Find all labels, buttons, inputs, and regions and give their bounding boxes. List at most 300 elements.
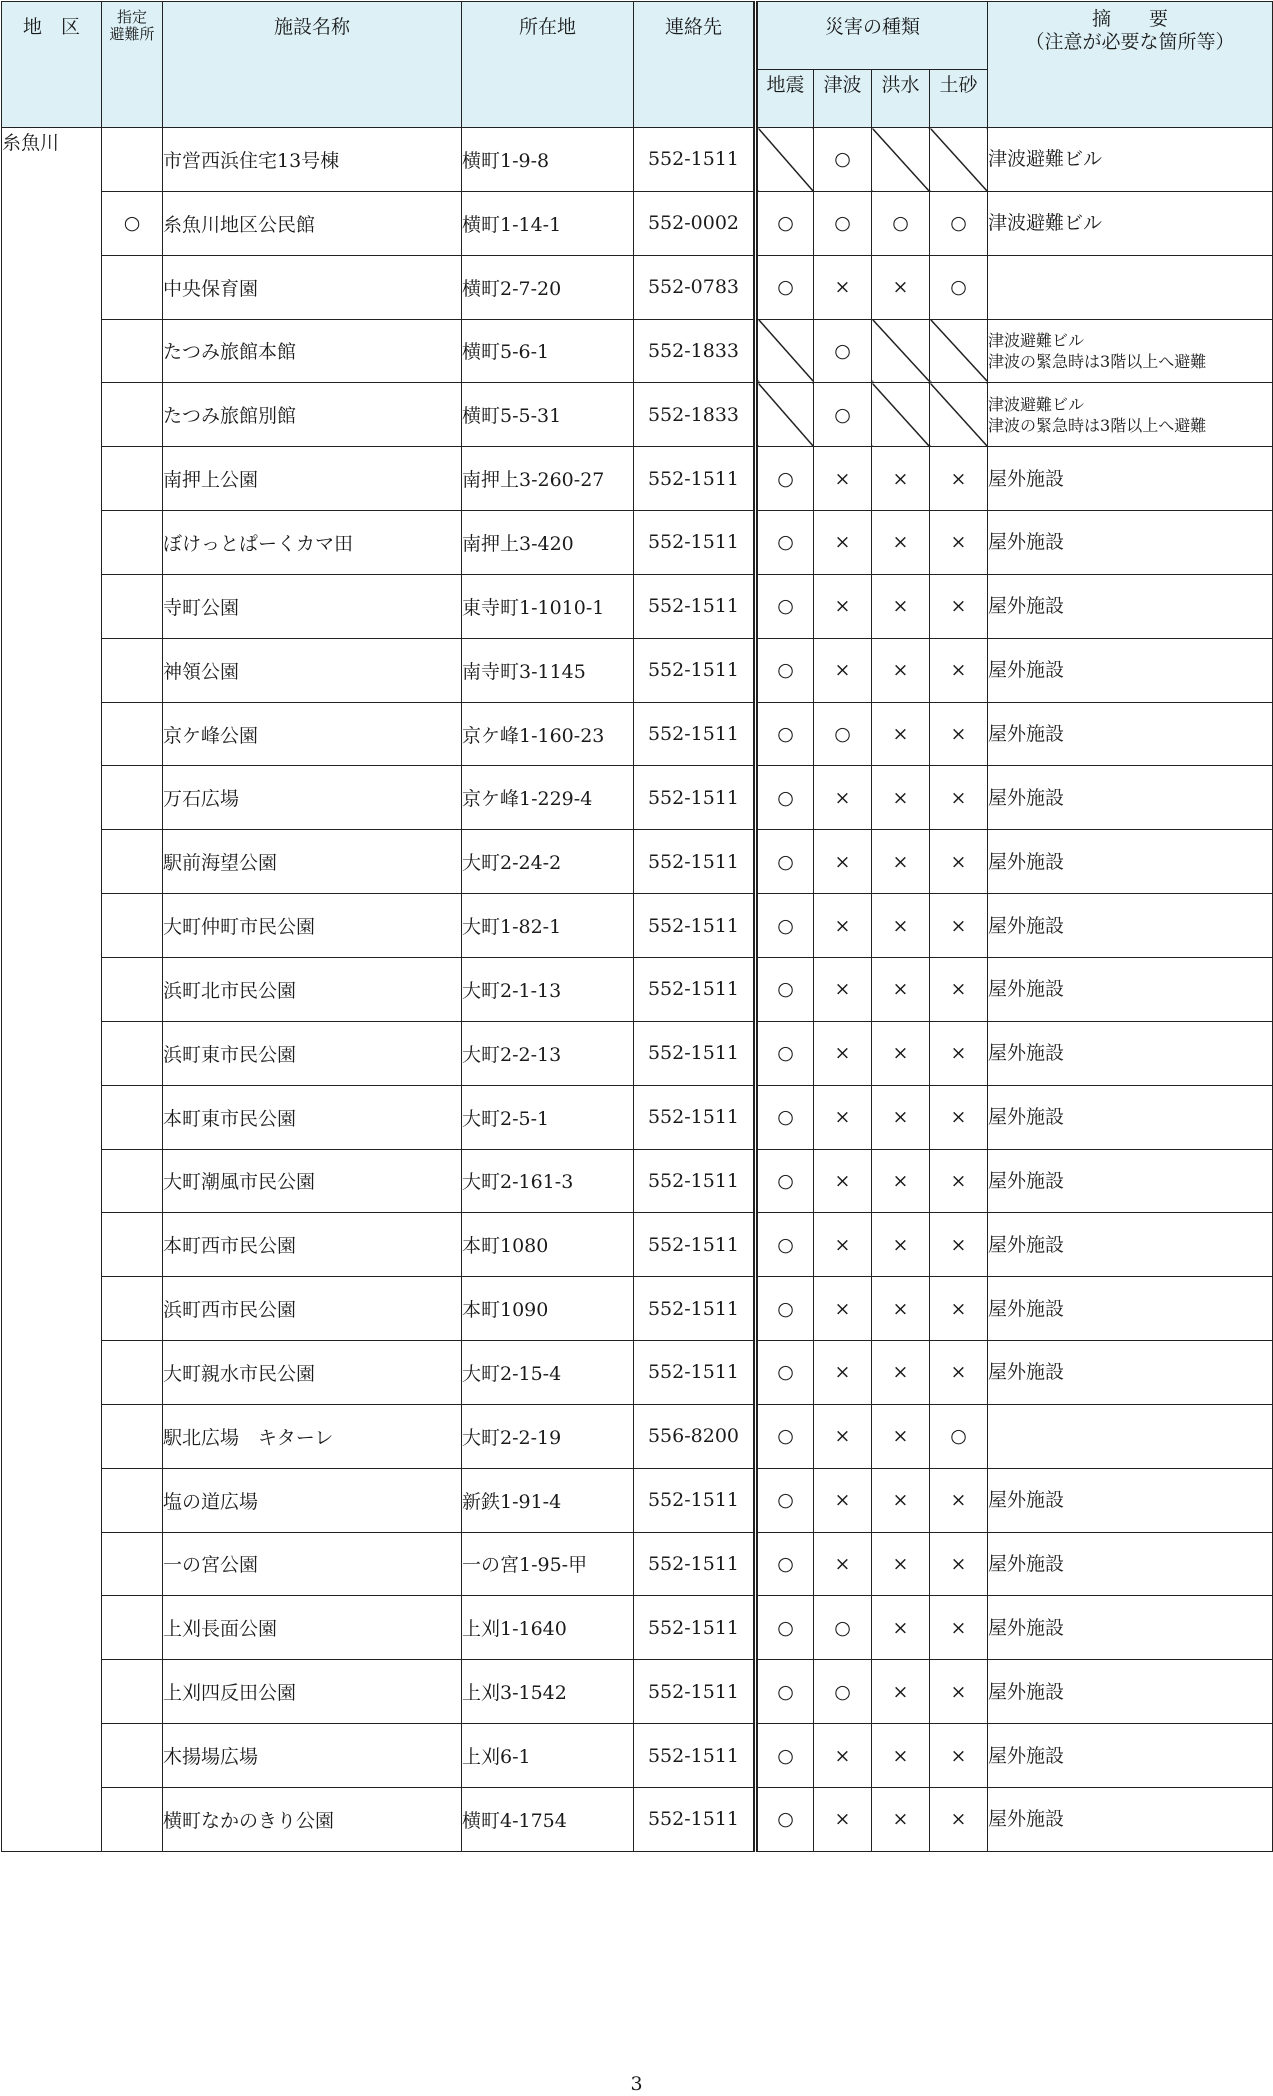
landslide-suitability-cell: × [930,702,988,766]
earthquake-suitability-cell: ○ [756,1468,814,1532]
table-row [2,319,1273,383]
table-row [2,1277,1273,1341]
facility-name-cell: 浜町北市民公園 [163,957,462,1021]
remarks-cell [988,1149,1273,1213]
header-earthquake: 地震 [756,70,814,128]
designated-shelter-cell [102,1277,163,1341]
designated-shelter-cell [102,1404,163,1468]
flood-suitability-cell: × [872,255,930,319]
tsunami-suitability-cell: × [814,1532,872,1596]
landslide-suitability-cell: × [930,830,988,894]
contact-cell: 552-1511 [634,447,756,511]
designated-shelter-cell [102,1021,163,1085]
designated-shelter-cell [102,574,163,638]
remarks-line: 屋外施設 [988,1489,1065,1512]
table-row [2,128,1273,192]
tsunami-suitability-cell: ○ [814,1596,872,1660]
table-row [2,1596,1273,1660]
address-cell: 上刈1-1640 [462,1596,634,1660]
remarks-line: 屋外施設 [988,1744,1065,1767]
tsunami-suitability-cell: × [814,1468,872,1532]
header-landslide: 土砂 [930,70,988,128]
table-row [2,1213,1273,1277]
contact-cell: 552-1511 [634,1596,756,1660]
contact-cell: 552-1511 [634,1660,756,1724]
tsunami-suitability-cell: × [814,894,872,958]
table-body [2,128,1273,1852]
remarks-line: 津波の緊急時は3階以上へ避難 [988,351,1207,371]
earthquake-suitability-cell: ○ [756,766,814,830]
remarks-line: 屋外施設 [988,914,1065,937]
earthquake-suitability-cell: ○ [756,1532,814,1596]
landslide-suitability-cell: × [930,1085,988,1149]
contact-cell: 552-1511 [634,1149,756,1213]
address-cell: 本町1090 [462,1277,634,1341]
designated-shelter-cell [102,1724,163,1788]
facility-name-cell: 糸魚川地区公民館 [163,191,462,255]
tsunami-suitability-cell: × [814,1787,872,1851]
facility-name-cell: たつみ旅館別館 [163,383,462,447]
landslide-suitability-cell: × [930,1724,988,1788]
contact-cell: 556-8200 [634,1404,756,1468]
flood-suitability-cell: × [872,894,930,958]
remarks-cell [988,1596,1273,1660]
remarks-cell [988,894,1273,958]
remarks-line: 屋外施設 [988,1808,1065,1831]
address-cell: 京ケ峰1-229-4 [462,766,634,830]
contact-cell: 552-1511 [634,1021,756,1085]
facility-name-cell: 浜町西市民公園 [163,1277,462,1341]
address-cell: 大町2-24-2 [462,830,634,894]
designated-shelter-cell [102,1149,163,1213]
facility-name-cell: 市営西浜住宅13号棟 [163,128,462,192]
remarks-cell [988,383,1273,447]
designated-shelter-cell [102,383,163,447]
flood-suitability-cell: × [872,1596,930,1660]
landslide-suitability-cell: × [930,1341,988,1405]
facility-name-cell: 駅北広場 キターレ [163,1404,462,1468]
header-remarks-line2: （注意が必要な箇所等） [1025,31,1235,53]
contact-cell: 552-1511 [634,1532,756,1596]
landslide-suitability-cell: × [930,1468,988,1532]
earthquake-suitability-cell: ○ [756,1596,814,1660]
remarks-cell [988,1277,1273,1341]
tsunami-suitability-cell: × [814,1149,872,1213]
landslide-not-applicable-cell [930,319,988,383]
tsunami-suitability-cell: ○ [814,1660,872,1724]
designated-shelter-cell [102,830,163,894]
designated-shelter-cell [102,1213,163,1277]
earthquake-not-applicable-cell [756,383,814,447]
facility-name-cell: 浜町東市民公園 [163,1021,462,1085]
earthquake-suitability-cell: ○ [756,957,814,1021]
address-cell: 南押上3-420 [462,511,634,575]
remarks-line: 屋外施設 [988,1042,1065,1065]
facility-name-cell: 南押上公園 [163,447,462,511]
flood-not-applicable-cell [872,383,930,447]
contact-cell: 552-1511 [634,957,756,1021]
table-row [2,511,1273,575]
contact-cell: 552-1833 [634,383,756,447]
flood-suitability-cell: × [872,1787,930,1851]
designated-shelter-cell [102,1468,163,1532]
designated-shelter-cell [102,511,163,575]
remarks-line: 屋外施設 [988,595,1065,618]
address-cell: 東寺町1-1010-1 [462,574,634,638]
table-row [2,894,1273,958]
tsunami-suitability-cell: × [814,957,872,1021]
table-row [2,1468,1273,1532]
address-cell: 横町5-5-31 [462,383,634,447]
earthquake-suitability-cell: ○ [756,511,814,575]
remarks-cell [988,511,1273,575]
flood-suitability-cell: × [872,1468,930,1532]
flood-suitability-cell: × [872,447,930,511]
remarks-line: 屋外施設 [988,659,1065,682]
tsunami-suitability-cell: × [814,574,872,638]
table-row [2,957,1273,1021]
landslide-suitability-cell: × [930,638,988,702]
contact-cell: 552-1511 [634,128,756,192]
contact-cell: 552-1511 [634,766,756,830]
earthquake-suitability-cell: ○ [756,1724,814,1788]
tsunami-suitability-cell: × [814,1277,872,1341]
header-disaster-types: 災害の種類 [756,2,988,70]
address-cell: 上刈3-1542 [462,1660,634,1724]
table-row [2,1085,1273,1149]
contact-cell: 552-1511 [634,574,756,638]
earthquake-suitability-cell: ○ [756,1021,814,1085]
remarks-cell [988,255,1273,319]
header-tsunami: 津波 [814,70,872,128]
landslide-suitability-cell: × [930,1532,988,1596]
tsunami-suitability-cell: × [814,766,872,830]
address-cell: 大町2-15-4 [462,1341,634,1405]
tsunami-suitability-cell: × [814,1341,872,1405]
tsunami-suitability-cell: × [814,1085,872,1149]
table-row [2,1341,1273,1405]
facility-name-cell: 万石広場 [163,766,462,830]
remarks-line: 津波の緊急時は3階以上へ避難 [988,415,1207,435]
flood-suitability-cell: × [872,511,930,575]
flood-suitability-cell: × [872,574,930,638]
remarks-line: 屋外施設 [988,1361,1065,1384]
remarks-cell [988,702,1273,766]
remarks-line: 屋外施設 [988,1169,1065,1192]
tsunami-suitability-cell: ○ [814,319,872,383]
contact-cell: 552-1511 [634,1213,756,1277]
contact-cell: 552-1511 [634,1341,756,1405]
contact-cell: 552-1511 [634,1787,756,1851]
designated-shelter-cell [102,702,163,766]
contact-cell: 552-1511 [634,1724,756,1788]
address-cell: 南押上3-260-27 [462,447,634,511]
facility-name-cell: 大町親水市民公園 [163,1341,462,1405]
flood-suitability-cell: × [872,638,930,702]
header-address: 所在地 [462,2,634,128]
address-cell: 大町2-1-13 [462,957,634,1021]
address-cell: 大町2-5-1 [462,1085,634,1149]
remarks-cell [988,1660,1273,1724]
designated-shelter-cell [102,1787,163,1851]
contact-cell: 552-1511 [634,702,756,766]
designated-shelter-cell [102,128,163,192]
table-row [2,1404,1273,1468]
remarks-cell [988,638,1273,702]
table-row [2,447,1273,511]
address-cell: 横町1-14-1 [462,191,634,255]
tsunami-suitability-cell: × [814,638,872,702]
table-row [2,574,1273,638]
address-cell: 一の宮1-95-甲 [462,1532,634,1596]
flood-not-applicable-cell [872,319,930,383]
earthquake-not-applicable-cell [756,128,814,192]
address-cell: 横町2-7-20 [462,255,634,319]
facility-name-cell: 駅前海望公園 [163,830,462,894]
landslide-suitability-cell: ○ [930,191,988,255]
address-cell: 大町2-2-13 [462,1021,634,1085]
header-facility-name: 施設名称 [163,2,462,128]
header-remarks [988,2,1273,128]
contact-cell: 552-1511 [634,1085,756,1149]
table-row [2,383,1273,447]
remarks-cell [988,191,1273,255]
facility-name-cell: 塩の道広場 [163,1468,462,1532]
flood-suitability-cell: × [872,1085,930,1149]
district-cell: 糸魚川 [2,128,102,1852]
facility-name-cell: 横町なかのきり公園 [163,1787,462,1851]
facility-name-cell: 中央保育園 [163,255,462,319]
designated-shelter-cell [102,1085,163,1149]
designated-shelter-cell [102,1596,163,1660]
remarks-cell [988,319,1273,383]
tsunami-suitability-cell: ○ [814,191,872,255]
designated-shelter-cell [102,1532,163,1596]
tsunami-suitability-cell: ○ [814,702,872,766]
address-cell: 上刈6-1 [462,1724,634,1788]
flood-suitability-cell: × [872,1404,930,1468]
facility-name-cell: ぼけっとぱーくカマ田 [163,511,462,575]
address-cell: 新鉄1-91-4 [462,1468,634,1532]
contact-cell: 552-1511 [634,511,756,575]
facility-name-cell: 神領公園 [163,638,462,702]
table-row [2,1021,1273,1085]
header-district: 地 区 [2,2,102,128]
facility-name-cell: 本町西市民公園 [163,1213,462,1277]
flood-suitability-cell: ○ [872,191,930,255]
contact-cell: 552-1511 [634,638,756,702]
table-row [2,1660,1273,1724]
tsunami-suitability-cell: ○ [814,383,872,447]
table-row [2,766,1273,830]
facility-name-cell: 木揚場広場 [163,1724,462,1788]
remarks-cell [988,1404,1273,1468]
flood-suitability-cell: × [872,957,930,1021]
remarks-cell [988,1021,1273,1085]
landslide-suitability-cell: × [930,1149,988,1213]
flood-suitability-cell: × [872,1277,930,1341]
designated-shelter-cell [102,1660,163,1724]
facility-name-cell: 一の宮公園 [163,1532,462,1596]
earthquake-suitability-cell: ○ [756,1277,814,1341]
facility-name-cell: たつみ旅館本館 [163,319,462,383]
earthquake-suitability-cell: ○ [756,894,814,958]
remarks-cell [988,1724,1273,1788]
remarks-line: 津波避難ビル [988,148,1103,171]
tsunami-suitability-cell: × [814,1404,872,1468]
flood-suitability-cell: × [872,1149,930,1213]
landslide-not-applicable-cell [930,383,988,447]
facility-name-cell: 大町仲町市民公園 [163,894,462,958]
earthquake-suitability-cell: ○ [756,1213,814,1277]
designated-shelter-cell [102,957,163,1021]
remarks-cell [988,1532,1273,1596]
remarks-cell [988,1787,1273,1851]
earthquake-suitability-cell: ○ [756,638,814,702]
table-row [2,1724,1273,1788]
table-row [2,702,1273,766]
flood-suitability-cell: × [872,766,930,830]
contact-cell: 552-1511 [634,1277,756,1341]
tsunami-suitability-cell: × [814,447,872,511]
earthquake-suitability-cell: ○ [756,1660,814,1724]
header-contact: 連絡先 [634,2,756,128]
address-cell: 横町4-1754 [462,1787,634,1851]
remarks-cell [988,574,1273,638]
landslide-suitability-cell: × [930,766,988,830]
landslide-suitability-cell: × [930,1660,988,1724]
flood-suitability-cell: × [872,1213,930,1277]
designated-shelter-cell: ○ [102,191,163,255]
landslide-suitability-cell: ○ [930,1404,988,1468]
address-cell: 京ケ峰1-160-23 [462,702,634,766]
facility-name-cell: 寺町公園 [163,574,462,638]
remarks-line: 津波避難ビル [988,330,1085,350]
contact-cell: 552-0002 [634,191,756,255]
landslide-suitability-cell: × [930,1787,988,1851]
earthquake-suitability-cell: ○ [756,1341,814,1405]
address-cell: 大町2-161-3 [462,1149,634,1213]
remarks-cell [988,1468,1273,1532]
page-number: 3 [630,2073,643,2095]
remarks-line: 屋外施設 [988,978,1065,1001]
contact-cell: 552-1511 [634,894,756,958]
table-row [2,1787,1273,1851]
remarks-cell [988,128,1273,192]
flood-suitability-cell: × [872,1021,930,1085]
remarks-line: 屋外施設 [988,1106,1065,1129]
flood-suitability-cell: × [872,1660,930,1724]
address-cell: 大町1-82-1 [462,894,634,958]
flood-suitability-cell: × [872,1532,930,1596]
landslide-suitability-cell: × [930,1021,988,1085]
tsunami-suitability-cell: × [814,255,872,319]
landslide-suitability-cell: × [930,1596,988,1660]
landslide-suitability-cell: × [930,894,988,958]
address-cell: 南寺町3-1145 [462,638,634,702]
remarks-line: 屋外施設 [988,1616,1065,1639]
facility-name-cell: 上刈長面公園 [163,1596,462,1660]
earthquake-suitability-cell: ○ [756,702,814,766]
designated-shelter-cell [102,894,163,958]
designated-shelter-cell [102,255,163,319]
tsunami-suitability-cell: × [814,830,872,894]
remarks-line: 屋外施設 [988,1680,1065,1703]
flood-suitability-cell: × [872,830,930,894]
contact-cell: 552-0783 [634,255,756,319]
facility-name-cell: 大町潮風市民公園 [163,1149,462,1213]
flood-suitability-cell: × [872,1724,930,1788]
remarks-line: 屋外施設 [988,850,1065,873]
earthquake-suitability-cell: ○ [756,830,814,894]
remarks-cell [988,766,1273,830]
contact-cell: 552-1511 [634,830,756,894]
earthquake-suitability-cell: ○ [756,1787,814,1851]
table-row [2,191,1273,255]
facility-name-cell: 本町東市民公園 [163,1085,462,1149]
remarks-line: 屋外施設 [988,1233,1065,1256]
remarks-cell [988,957,1273,1021]
remarks-line: 屋外施設 [988,1297,1065,1320]
table-row [2,255,1273,319]
header-designated-line1: 指定 [116,8,147,26]
earthquake-suitability-cell: ○ [756,1149,814,1213]
earthquake-suitability-cell: ○ [756,255,814,319]
remarks-cell [988,447,1273,511]
earthquake-suitability-cell: ○ [756,447,814,511]
address-cell: 大町2-2-19 [462,1404,634,1468]
designated-shelter-cell [102,766,163,830]
tsunami-suitability-cell: × [814,511,872,575]
remarks-cell [988,1341,1273,1405]
designated-shelter-cell [102,447,163,511]
table-row [2,830,1273,894]
remarks-cell [988,1085,1273,1149]
designated-shelter-cell [102,1341,163,1405]
remarks-line: 屋外施設 [988,467,1065,490]
earthquake-suitability-cell: ○ [756,191,814,255]
earthquake-suitability-cell: ○ [756,1404,814,1468]
tsunami-suitability-cell: × [814,1724,872,1788]
table-row [2,1532,1273,1596]
flood-not-applicable-cell [872,128,930,192]
landslide-suitability-cell: × [930,447,988,511]
landslide-suitability-cell: × [930,957,988,1021]
facility-name-cell: 上刈四反田公園 [163,1660,462,1724]
earthquake-suitability-cell: ○ [756,574,814,638]
remarks-line: 津波避難ビル [988,212,1103,235]
remarks-cell [988,830,1273,894]
flood-suitability-cell: × [872,702,930,766]
earthquake-suitability-cell: ○ [756,1085,814,1149]
flood-suitability-cell: × [872,1341,930,1405]
facility-name-cell: 京ケ峰公園 [163,702,462,766]
table-row [2,1149,1273,1213]
header-designated [102,2,163,128]
contact-cell: 552-1833 [634,319,756,383]
header-flood: 洪水 [872,70,930,128]
landslide-suitability-cell: × [930,1213,988,1277]
remarks-line: 屋外施設 [988,1552,1065,1575]
evacuation-facility-table [1,1,1273,1852]
earthquake-not-applicable-cell [756,319,814,383]
header-designated-line2: 避難所 [109,25,155,43]
remarks-line: 屋外施設 [988,723,1065,746]
landslide-suitability-cell: × [930,1277,988,1341]
contact-cell: 552-1511 [634,1468,756,1532]
address-cell: 横町1-9-8 [462,128,634,192]
address-cell: 本町1080 [462,1213,634,1277]
